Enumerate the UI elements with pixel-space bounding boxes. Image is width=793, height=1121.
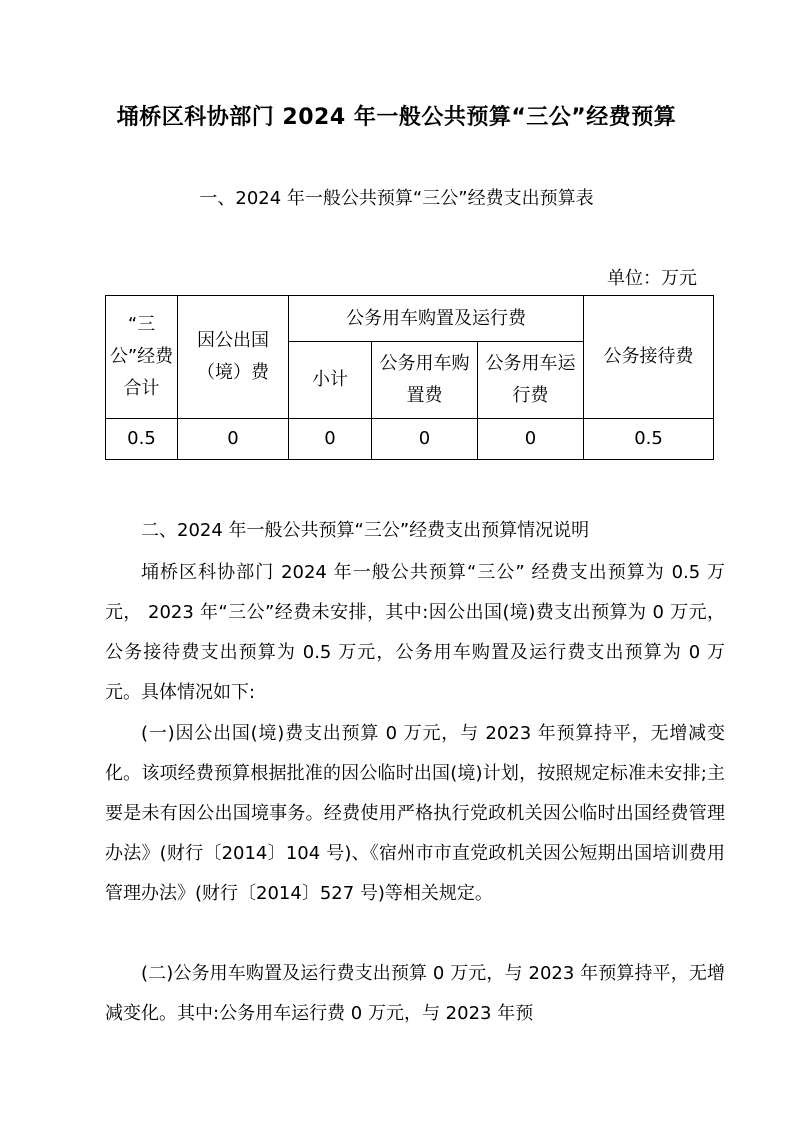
- budget-table: [105, 295, 714, 460]
- table-row: [106, 419, 714, 460]
- cell-abroad: 0: [178, 419, 289, 460]
- header-reception: 公务接待费: [584, 296, 714, 419]
- cell-vehicle-operation: 0: [478, 419, 584, 460]
- header-subtotal: 小计: [289, 342, 372, 419]
- section2-title: 二、2024 年一般公共预算“三公”经费支出预算情况说明: [141, 520, 590, 541]
- cell-subtotal: 0: [289, 419, 372, 460]
- document-title: 埇桥区科协部门 2024 年一般公共预算“三公”经费预算: [116, 105, 677, 130]
- section1-title: 一、2024 年一般公共预算“三公”经费支出预算表: [199, 188, 594, 209]
- header-total: “三公”经费合计: [106, 296, 178, 419]
- cell-reception: 0.5: [584, 419, 714, 460]
- header-vehicle-operation: 公务用车运行费: [478, 342, 584, 419]
- cell-vehicle-purchase: 0: [372, 419, 478, 460]
- table-header-row: [106, 296, 714, 342]
- paragraph-abroad: (一)因公出国(境)费支出预算 0 万元，与 2023 年预算持平，无增减变化。该项经费预算根据批准的因公临时出国(境)计划，按照规定标准未安排;主要是未有因公出国境事务。经费使用严格执行党政机关因公临时出国经费管理办法》(财行〔2014〕104 号)、《宿州市市直党政机关因公短期出国培训费用管理办法》(财行〔2014〕527 号)等相关规定。: [105, 723, 725, 904]
- header-abroad: 因公出国（境）费: [178, 296, 289, 419]
- paragraph-summary: 埇桥区科协部门 2024 年一般公共预算“三公” 经费支出预算为 0.5 万元， 2023 年“三公”经费未安排，其中:因公出国(境)费支出预算为 0 万元， 公务接待费支出预算为 0.5 万元，公务用车购置及运行费支出预算为 0 万元。具体情况如下:: [105, 562, 725, 703]
- unit-label: 单位：万元: [607, 268, 697, 289]
- paragraph-vehicle: (二)公务用车购置及运行费支出预算 0 万元，与 2023 年预算持平，无增减变化。其中:公务用车运行费 0 万元，与 2023 年预: [105, 963, 725, 1024]
- header-vehicle-purchase: 公务用车购置费: [372, 342, 478, 419]
- header-vehicle-group: 公务用车购置及运行费: [289, 296, 584, 342]
- cell-total: 0.5: [106, 419, 178, 460]
